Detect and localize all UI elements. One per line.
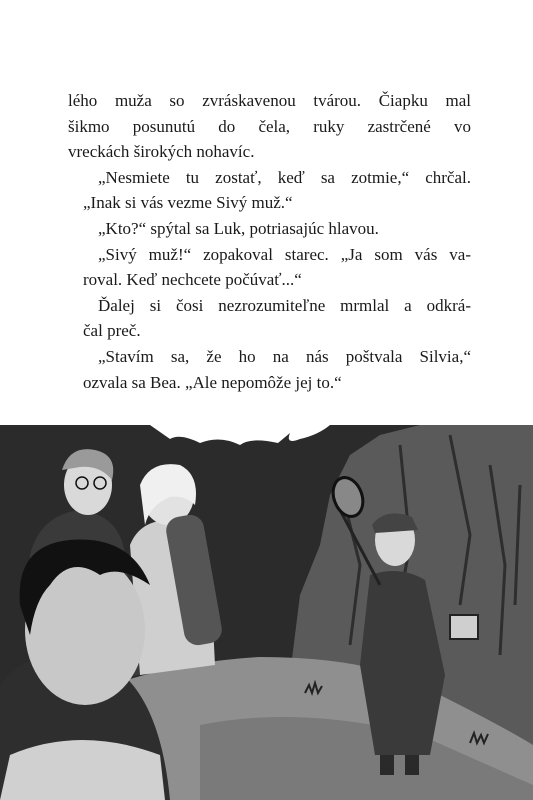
story-line: „Inak si vás vezme Sivý muž.“ — [83, 193, 293, 213]
story-line: ozvala sa Bea. „Ale nepomôže jej to.“ — [83, 372, 342, 392]
illustration-svg — [0, 425, 533, 800]
story-line: vreckách širokých nohavíc. — [68, 142, 255, 162]
story-line: „Stavím sa, že ho na nás poštvala Silvia,“ — [98, 346, 471, 366]
story-text — [68, 88, 471, 395]
story-line: roval. Keď nechcete počúvať...“ — [83, 270, 302, 290]
story-paragraph — [68, 88, 471, 165]
story-line: čal preč. — [83, 321, 141, 341]
story-line: „Nesmiete tu zostať, keď sa zotmie,“ chrčal. — [98, 167, 471, 187]
story-paragraph — [68, 165, 471, 216]
story-line: šikmo posunutú do čela, ruky zastrčené vo — [68, 116, 471, 136]
story-paragraph — [68, 242, 471, 293]
story-line: Ďalej si čosi nezrozumiteľne mrmlal a odkrá- — [98, 295, 471, 315]
story-illustration — [0, 425, 533, 800]
story-line: „Sivý muž!“ zopakoval starec. „Ja som vás va- — [98, 244, 471, 264]
story-paragraph — [68, 293, 471, 344]
story-line: lého muža so zvráskavenou tvárou. Čiapku mal — [68, 91, 471, 110]
story-paragraph — [68, 216, 471, 242]
story-paragraph — [68, 344, 471, 395]
story-line: „Kto?“ spýtal sa Luk, potriasajúc hlavou. — [98, 218, 379, 238]
